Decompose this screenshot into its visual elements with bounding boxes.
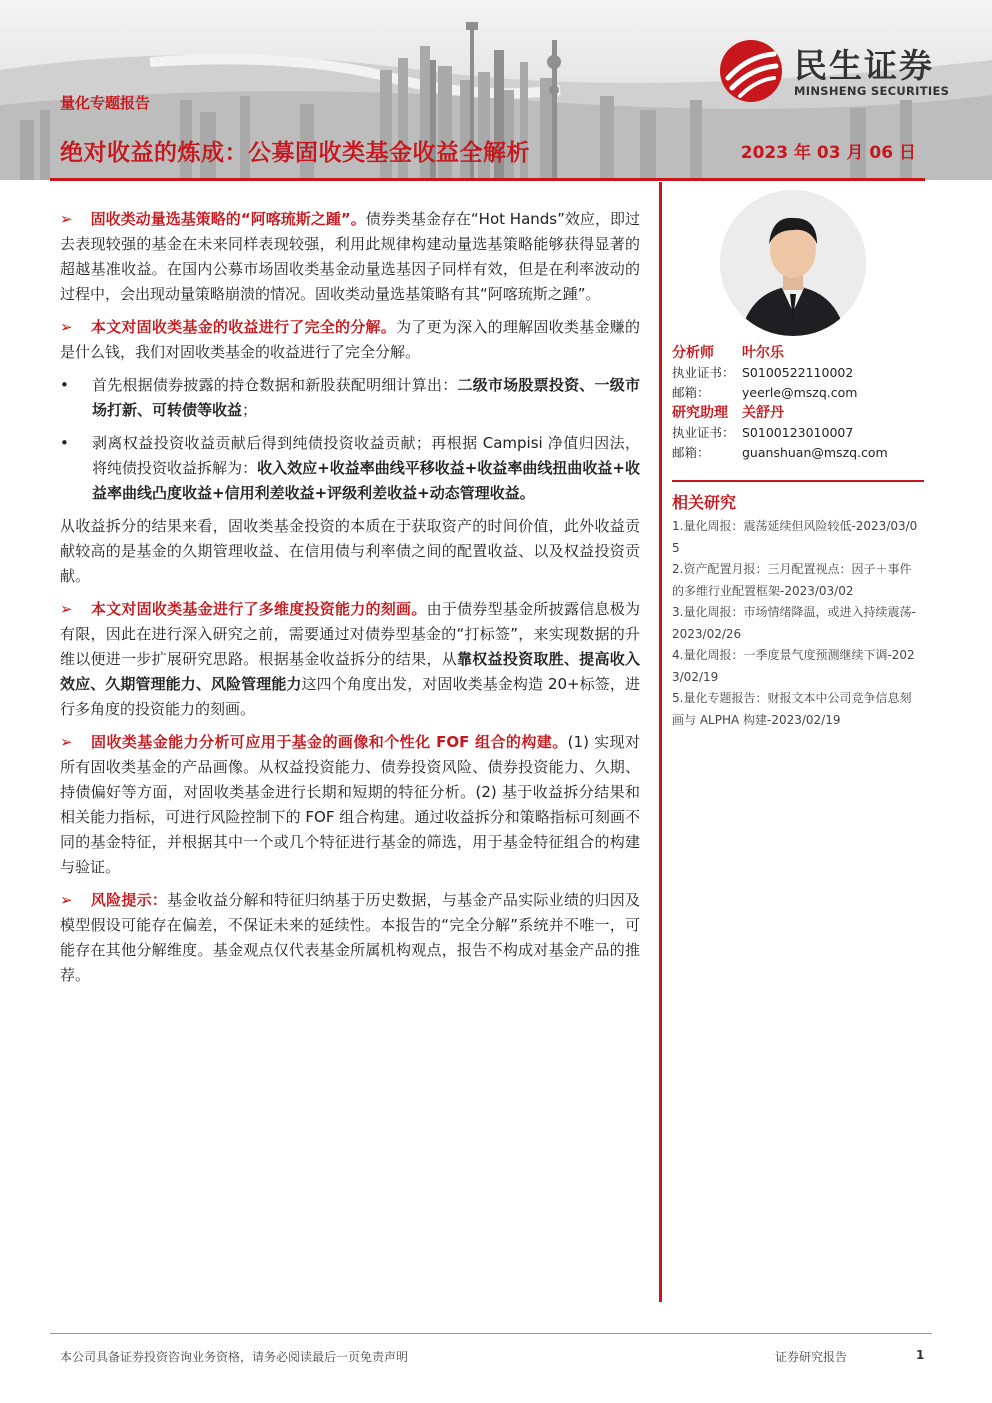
arrow-bullet-icon: ➢ <box>60 891 73 909</box>
analyst-portrait-icon <box>720 190 866 336</box>
logo-text-cn: 民生证券 <box>794 46 934 85</box>
bullet-dot-icon: • <box>60 434 69 452</box>
summary-column <box>60 207 640 996</box>
report-date: 2023 年 03 月 06 日 <box>740 143 916 163</box>
bullet-tail: ； <box>242 401 258 419</box>
assistant-role-label: 研究助理 <box>672 405 728 421</box>
header-divider <box>50 178 925 181</box>
bullet-item-1 <box>60 373 640 423</box>
bullet-bold-text: 收入效应+收益率曲线平移收益+收益率曲线扭曲收益+收益率曲线凸度收益+信用利差收益+评级利差收益+动态管理收益。 <box>92 459 640 502</box>
column-divider <box>659 182 662 1302</box>
analyst-row <box>672 343 924 363</box>
paragraph-text: 基金收益分解和特征归纳基于历史数据，与基金产品实际业绩的归因及模型假设可能存在偏差，不保证未来的延续性。本报告的“完全分解”系统并不唯一，可能存在其他分解维度。基金观点仅代表基金所属机构观点，报告不构成对基金产品的推荐。 <box>60 891 640 984</box>
analyst-role-label: 分析师 <box>672 345 714 361</box>
summary-paragraph-1 <box>60 207 640 307</box>
bullet-dot-icon: • <box>60 376 69 394</box>
paragraph-lead: 固收类动量选基策略的“阿喀琉斯之踵”。 <box>90 210 366 228</box>
sidebar-divider <box>672 480 924 482</box>
minsheng-logo <box>718 38 968 104</box>
mail-label: 邮箱： <box>672 385 710 400</box>
report-title: 绝对收益的炼成：公募固收类基金收益全解析 <box>60 140 530 166</box>
arrow-bullet-icon: ➢ <box>60 210 73 228</box>
analyst-cert-row <box>672 363 924 383</box>
risk-warning-paragraph <box>60 888 640 988</box>
report-type-label: 量化专题报告 <box>60 94 151 112</box>
assistant-mail-row <box>672 443 924 463</box>
paragraph-text: 为了更为深入的理解固收类基金赚的是什么钱，我们对固收类基金的收益进行了完全分解。 <box>60 318 640 361</box>
analyst-info <box>672 343 924 463</box>
related-research-item[interactable]: 5.量化专题报告：财报文本中公司竞争信息刻画与 ALPHA 构建-2023/02/19 <box>672 691 912 727</box>
assistant-cert-number: S0100123010007 <box>742 425 854 440</box>
cert-label: 执业证书： <box>672 365 735 380</box>
summary-paragraph-4 <box>60 597 640 722</box>
paragraph-bold-text: 靠权益投资取胜、提高收入效应、久期管理能力、风险管理能力 <box>60 650 640 693</box>
summary-paragraph-3 <box>60 514 640 589</box>
paragraph-text: 从收益拆分的结果来看，固收类基金投资的本质在于获取资产的时间价值，此外收益贡献较高的是基金的久期管理收益、在信用债与利率债之间的配置收益、以及权益投资贡献。 <box>60 517 640 585</box>
assistant-name: 关舒丹 <box>742 405 784 421</box>
summary-paragraph-5 <box>60 730 640 880</box>
assistant-cert-row <box>672 423 924 443</box>
paragraph-text: (1) 实现对所有固收类基金的产品画像。从权益投资能力、债券投资风险、债券投资能力、久期、持债偏好等方面，对固收类基金进行长期和短期的特征分析。(2) 基于收益拆分结果和相关能力指标，可进行风险控制下的 FOF 组合构建。通过收益拆分和策略指标可刻画不同的基金特征，并根据其中一个或几个特征进行基金的筛选，用于基金特征组合的构建与验证。 <box>60 733 640 876</box>
related-research-item[interactable]: 3.量化周报：市场情绪降温，或进入持续震荡-2023/02/26 <box>672 605 916 641</box>
related-research-title: 相关研究 <box>672 493 737 512</box>
bullet-text: 剥离权益投资收益贡献后得到纯债投资收益贡献；再根据 Campisi 净值归因法，将纯债投资收益拆解为： <box>92 434 640 477</box>
paragraph-tail: 这四个角度出发，对固收类基金构造 20+标签，进行多角度的投资能力的刻画。 <box>60 675 640 718</box>
analyst-email-link[interactable]: yeerle@mszq.com <box>742 385 858 400</box>
footer-report-label: 证券研究报告 <box>775 1350 848 1364</box>
footer-disclaimer: 本公司具备证券投资咨询业务资格，请务必阅读最后一页免责声明 <box>60 1350 409 1364</box>
analyst-cert-number: S0100522110002 <box>742 365 854 380</box>
mail-label: 邮箱： <box>672 445 710 460</box>
arrow-bullet-icon: ➢ <box>60 733 73 751</box>
paragraph-text: 债券类基金存在“Hot Hands”效应，即过去表现较强的基金在未来同样表现较强，利用此规律构建动量选基策略能够获得显著的超越基准收益。在国内公募市场固收类基金动量选基因子同样有效，但是在利率波动的过程中，会出现动量策略崩溃的情况。固收类动量选基策略有其“阿喀琉斯之踵”。 <box>60 210 641 303</box>
related-research-list <box>672 516 922 731</box>
related-research-item[interactable]: 4.量化周报：一季度景气度预测继续下调-2023/02/19 <box>672 648 915 684</box>
header-banner <box>0 0 992 180</box>
assistant-email-link[interactable]: guanshuan@mszq.com <box>742 445 888 460</box>
paragraph-lead: 固收类基金能力分析可应用于基金的画像和个性化 FOF 组合的构建。 <box>90 733 568 751</box>
paragraph-lead: 本文对固收类基金的收益进行了完全的分解。 <box>90 318 397 336</box>
bullet-text: 首先根据债券披露的持仓数据和新股获配明细计算出： <box>92 376 458 394</box>
related-research-item[interactable]: 2.资产配置月报：三月配置视点：因子＋事件的多维行业配置框架-2023/03/02 <box>672 562 912 598</box>
bullet-item-2 <box>60 431 640 506</box>
analyst-avatar <box>720 190 866 336</box>
paragraph-lead: 风险提示： <box>90 891 168 909</box>
analyst-mail-row <box>672 383 924 403</box>
cert-label: 执业证书： <box>672 425 735 440</box>
page-number: 1 <box>916 1348 925 1362</box>
related-research-item[interactable]: 1.量化周报：震荡延续但风险较低-2023/03/05 <box>672 519 918 555</box>
arrow-bullet-icon: ➢ <box>60 600 73 618</box>
bullet-bold-text: 二级市场股票投资、一级市场打新、可转债等收益 <box>92 376 640 419</box>
paragraph-text: 由于债券型基金所披露信息极为有限，因此在进行深入研究之前，需要通过对债券型基金的“打标签”，来实现数据的升维以便进一步扩展研究思路。根据基金收益拆分的结果，从 <box>60 600 640 668</box>
assistant-row <box>672 403 924 423</box>
paragraph-lead: 本文对固收类基金进行了多维度投资能力的刻画。 <box>90 600 427 618</box>
summary-paragraph-2 <box>60 315 640 365</box>
minsheng-logo-mark-icon <box>718 38 784 104</box>
arrow-bullet-icon: ➢ <box>60 318 73 336</box>
footer-divider <box>50 1333 932 1334</box>
logo-text-en: MINSHENG SECURITIES <box>794 84 950 98</box>
analyst-name: 叶尔乐 <box>742 345 784 361</box>
